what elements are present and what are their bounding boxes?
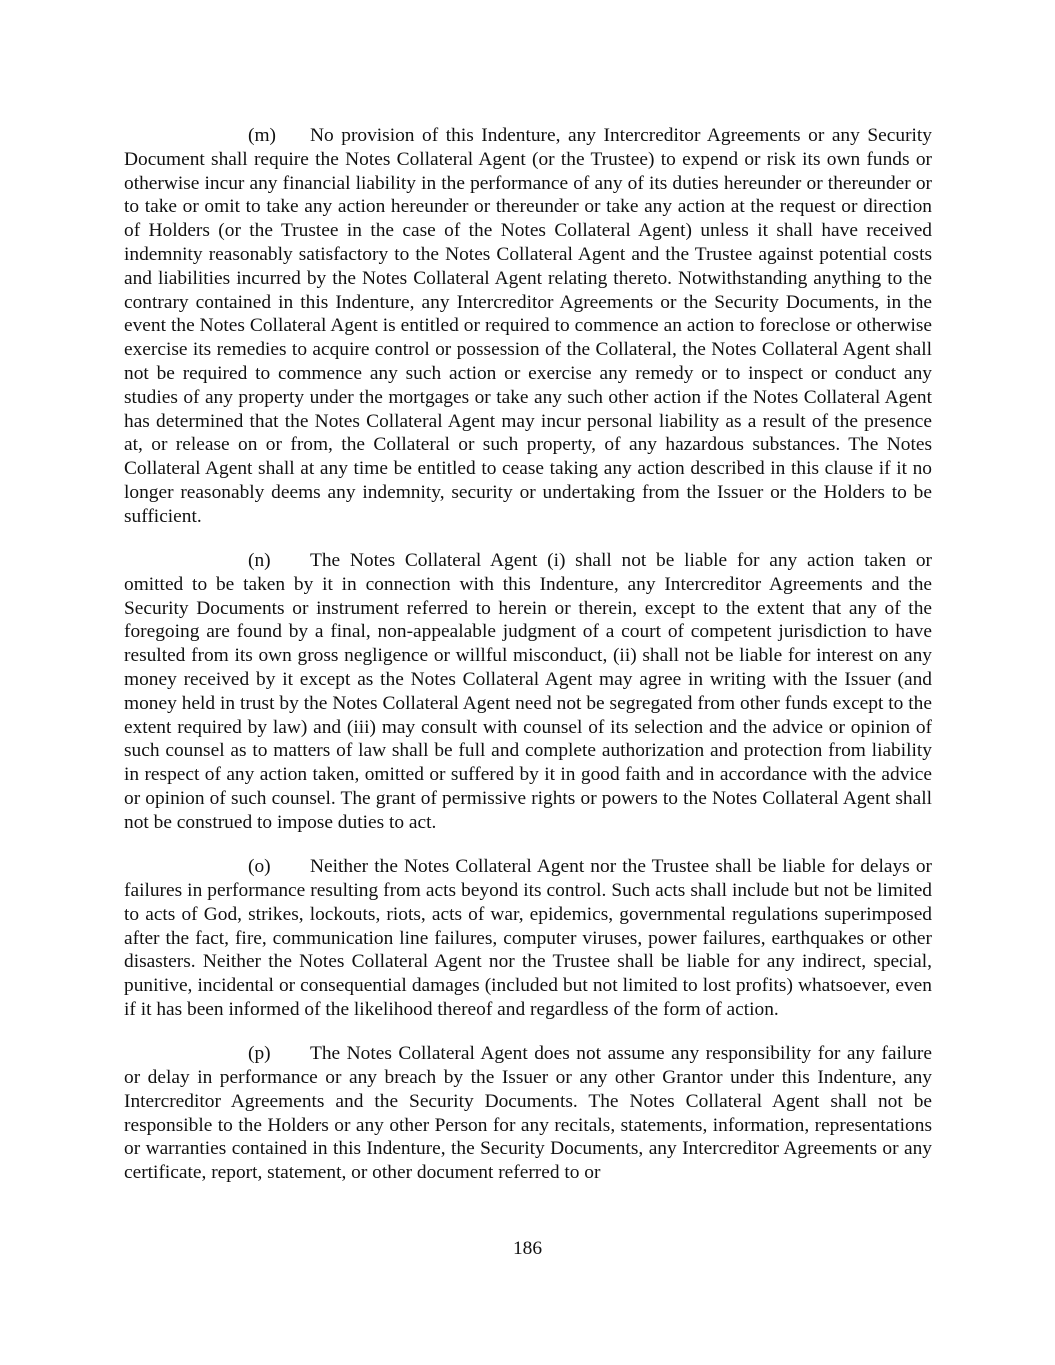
paragraph-text-o: Neither the Notes Collateral Agent nor the Trustee shall be liable for delays or failures in performance resulting from acts beyond its control. Such acts shall include but not be limited to acts of God, strikes, lockouts, riots, acts of war, epidemics, governmental regulations superimposed after the fact, fire, communication line failures, computer viruses, power failures, earthquakes or other disasters. Neither the Notes Collateral Agent nor the Trustee shall be liable for any indirect, special, punitive, incidental or consequential damages (included but not limited to lost profits) whatsoever, even if it has been informed of the likelihood thereof and regardless of the form of action. bbox=[124, 856, 932, 1020]
paragraph-text-n: The Notes Collateral Agent (i) shall not be liable for any action taken or omitted to be taken by it in connection with this Indenture, any Intercreditor Agreements and the Security Documents or instrument referred to herein or therein, except to the extent that any of the foregoing are found by a final, non-appealable judgment of a court of competent jurisdiction to have resulted from its own gross negligence or willful misconduct, (ii) shall not be liable for interest on any money received by it except as the Notes Collateral Agent may agree in writing with the Issuer (and money held in trust by the Notes Collateral Agent need not be segregated from other funds except to the extent required by law) and (iii) may consult with counsel of its selection and the advice or opinion of such counsel as to matters of law shall be full and complete authorization and protection from liability in respect of any action taken, omitted or suffered by it in good faith and in accordance with the advice or opinion of such counsel. The grant of permissive rights or powers to the Notes Collateral Agent shall not be construed to impose duties to act. bbox=[124, 550, 932, 833]
document-page bbox=[124, 124, 932, 1185]
paragraph-n bbox=[124, 549, 932, 835]
paragraph-text-m: No provision of this Indenture, any Intercreditor Agreements or any Security Document shall require the Notes Collateral Agent (or the Trustee) to expend or risk its own funds or otherwise incur any financial liability in the performance of any of its duties hereunder or thereunder or to take or omit to take any action hereunder or thereunder or take any action at the request or direction of Holders (or the Trustee in the case of the Notes Collateral Agent) unless it shall have received indemnity reasonably satisfactory to the Notes Collateral Agent and the Trustee against potential costs and liabilities incurred by the Notes Collateral Agent relating thereto. Notwithstanding anything to the contrary contained in this Indenture, any Intercreditor Agreements or the Security Documents, in the event the Notes Collateral Agent is entitled or required to commence an action to foreclose or otherwise exercise its remedies to acquire control or possession of the Collateral, the Notes Collateral Agent shall not be required to commence any such action or exercise any remedy or to inspect or conduct any studies of any property under the mortgages or take any such other action if the Notes Collateral Agent has determined that the Notes Collateral Agent may incur personal liability as a result of the presence at, or release on or from, the Collateral or such property, of any hazardous substances. The Notes Collateral Agent shall at any time be entitled to cease taking any action described in this clause if it no longer reasonably deems any indemnity, security or undertaking from the Issuer or the Holders to be sufficient. bbox=[124, 125, 932, 527]
paragraph-label-p: (p) bbox=[248, 1043, 271, 1065]
page-number: 186 bbox=[512, 1238, 543, 1259]
paragraph-m bbox=[124, 124, 932, 529]
paragraph-label-n: (n) bbox=[248, 550, 271, 572]
paragraph-p bbox=[124, 1042, 932, 1185]
paragraph-label-m: (m) bbox=[248, 125, 276, 146]
paragraph-text-p: The Notes Collateral Agent does not assume any responsibility for any failure or delay in performance or any breach by the Issuer or any other Grantor under this Indenture, any Intercreditor Agreements and the Security Documents. The Notes Collateral Agent shall not be responsible to the Holders or any other Person for any recitals, statements, information, representations or warranties contained in this Indenture, the Security Documents, any Intercreditor Agreements or any certificate, report, statement, or other document referred to or bbox=[124, 1043, 932, 1184]
paragraph-label-o: (o) bbox=[248, 856, 271, 878]
paragraph-o bbox=[124, 855, 932, 1022]
